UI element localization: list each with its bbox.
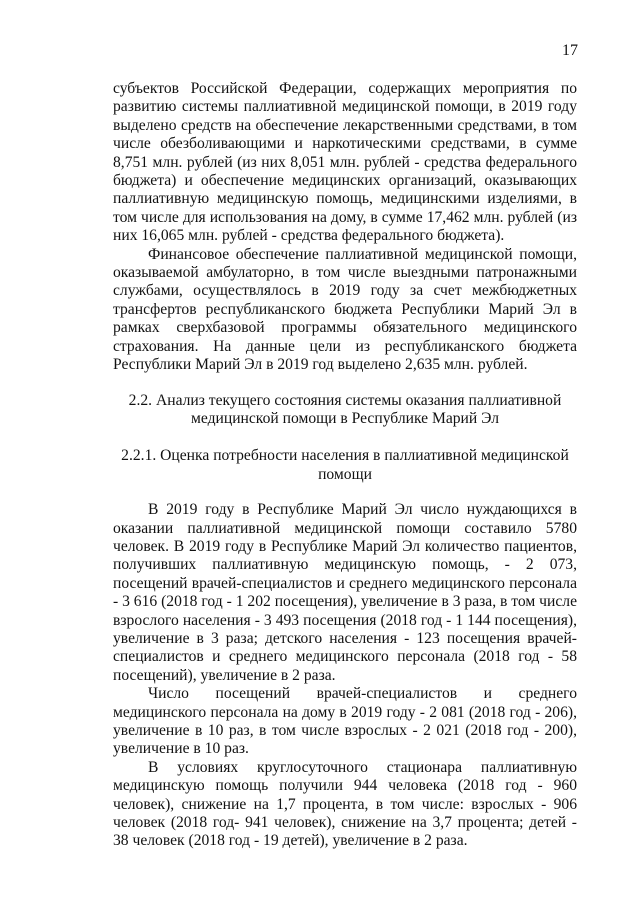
paragraph-funding-subjects: субъектов Российской Федерации, содержащих мероприятия по развитию системы паллиативной медицинской помощи, в 2019 году выделено средств на обеспечение лекарственными средствами, в том числе обезболивающими и наркотическими средствами, в сумме 8,751 млн. рублей (из них 8,051 млн. рублей - средства федерального бюджета) и обеспечение медицинских организаций, оказывающих паллиативную медицинскую помощь, медицинскими изделиями, в том числе для использования на дому, в сумме 17,462 млн. рублей (из них 16,065 млн. рублей - средства федерального бюджета). xyxy=(113,80,577,245)
section-heading-2-2: 2.2. Анализ текущего состояния системы оказания паллиативной медицинской помощи в Республике Марий Эл xyxy=(128,391,562,427)
document-body xyxy=(113,80,577,851)
paragraph-inpatient-care: В условиях круглосуточного стационара паллиативную медицинскую помощь получили 944 человека (2018 год - 960 человек), снижение на 1,7 процента, в том числе: взрослых - 906 человек (2018 год- 941 человек), снижение на 3,7 процента; детей - 38 человек (2018 год - 19 детей), увеличение в 2 раза. xyxy=(113,758,577,850)
section-heading-2-2-1: 2.2.1. Оценка потребности населения в паллиативной медицинской помощи xyxy=(121,447,569,483)
paragraph-needs-assessment: В 2019 году в Республике Марий Эл число нуждающихся в оказании паллиативной медицинской помощи составило 5780 человек. В 2019 году в Республике Марий Эл количество пациентов, получивших паллиативную медицинскую помощь, - 2 073, посещений врачей-специалистов и среднего медицинского персонала - 3 616 (2018 год - 1 202 посещения), увеличение в 3 раза, в том числе взрослого населения - 3 493 посещения (2018 год - 1 144 посещения), увеличение в 3 раза; детского населения - 123 посещения врачей-специалистов и среднего медицинского персонала (2018 год - 58 посещений), увеличение в 2 раза. xyxy=(113,501,577,684)
paragraph-ambulatory-funding: Финансовое обеспечение паллиативной медицинской помощи, оказываемой амбулаторно, в том числе выездными патронажными службами, осуществлялось в 2019 году за счет межбюджетных трансфертов республиканского бюджета Республики Марий Эл в рамках сверхбазовой программы обязательного медицинского страхования. На данные цели из республиканского бюджета Республики Марий Эл в 2019 год выделено 2,635 млн. рублей. xyxy=(113,245,577,374)
page-number: 17 xyxy=(562,42,578,59)
paragraph-home-visits: Число посещений врачей-специалистов и среднего медицинского персонала на дому в 2019 году - 2 081 (2018 год - 206), увеличение в 10 раз, в том числе взрослых - 2 021 (2018 год - 200), увеличение в 10 раз. xyxy=(113,685,577,758)
